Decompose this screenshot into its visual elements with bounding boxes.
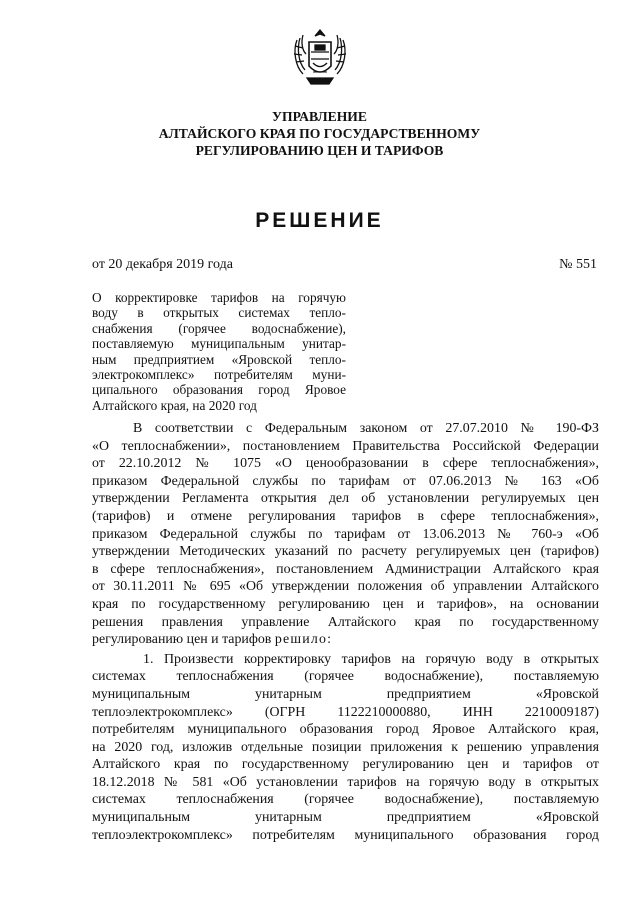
preamble-paragraph [92,420,599,649]
organization-line-3: РЕГУЛИРОВАНИЮ ЦЕН И ТАРИФОВ [195,143,444,158]
item-1-line: теплоэлектрокомплекс» потребителям муниципального образования город [92,827,599,843]
item-1-line: системах теплоснабжения (горячее водоснабжение), поставляемую [92,669,599,685]
document-body [92,420,599,844]
item-1-line: муниципальным унитарным предприятием «Яровской [92,686,599,702]
item-1-line: на 2020 год, изложив отдельные позиции приложения к решению управления [92,739,599,755]
resolved-word: решило: [274,632,333,648]
preamble-line: края по государственному регулированию цен и тарифов», на основании [92,596,599,612]
preamble-line: приказом Федеральной службы по тарифам от 13.06.2013 № 760-э «Об [92,526,599,542]
preamble-line: В соответствии с Федеральным законом от 27.07.2010 № 190-ФЗ [133,421,599,436]
document-subject [92,290,346,413]
item-1-line: Алтайского края по государственному регулированию цен и тарифов от [92,757,599,773]
document-number: № 551 [559,257,597,272]
document-date: от 20 декабря 2019 года [92,257,233,272]
item-1-line: потребителям муниципального образования город Яровое Алтайского края, [92,722,599,738]
preamble-line: приказом Федеральной службы по тарифам от 07.06.2013 № 163 «Об [92,473,599,489]
subject-line: воду в открытых системах тепло- [92,305,346,321]
organization-header [0,108,639,159]
coat-of-arms-emblem [289,26,351,90]
organization-line-1: УПРАВЛЕНИЕ [272,109,367,124]
organization-line-2: АЛТАЙСКОГО КРАЯ ПО ГОСУДАРСТВЕННОМУ [158,126,481,141]
subject-line: электрокомплекс» потребителям муни- [92,366,346,382]
item-1-paragraph [92,651,599,845]
preamble-line: в сфере теплоснабжения», постановлением Администрации Алтайского края [92,561,599,577]
subject-line: О корректировке тарифов на горячую [92,290,346,305]
preamble-line: утверждении Регламента открытия дел об установлении регулируемых цен [92,491,599,507]
preamble-line: (тарифов) и отмене регулирования тарифов в сфере теплоснабжения», [92,508,599,524]
document-type-title: РЕШЕНИЕ [255,209,384,232]
subject-line: ципального образования город Яровое [92,382,346,398]
subject-line: снабжения (горячее водоснабжение), [92,320,346,336]
item-1-line: 1. Произвести корректировку тарифов на горячую воду в открытых [143,651,599,667]
item-1-line: муниципальным унитарным предприятием «Яровской [92,810,599,826]
subject-line: поставляемую муниципальным унитар- [92,336,346,352]
preamble-line: регулированию цен и тарифов [92,632,272,648]
preamble-last-line [92,631,599,649]
item-1-line: системах теплоснабжения (горячее водоснабжение), поставляемую [92,792,599,808]
preamble-line: «О теплоснабжении», постановлением Правительства Российской Федерации [92,438,599,454]
item-1-line: 18.12.2018 № 581 «Об установлении тарифов на горячую воду в открытых [92,774,599,790]
preamble-line: от 22.10.2012 № 1075 «О ценообразовании в сфере теплоснабжения», [92,456,599,472]
subject-line: ным предприятием «Яровской тепло- [92,351,346,367]
item-1-line: теплоэлектрокомплекс» (ОГРН 1122210000880, ИНН 2210009187) [92,704,599,720]
subject-line: Алтайского края, на 2020 год [92,397,257,413]
preamble-line: от 30.11.2011 № 695 «Об утверждении положения об управлении Алтайского [92,579,599,595]
preamble-line: решения правления управление Алтайского края по государственному [92,614,599,630]
preamble-line: утверждении Методических указаний по расчету регулируемых цен (тарифов) [92,544,599,560]
